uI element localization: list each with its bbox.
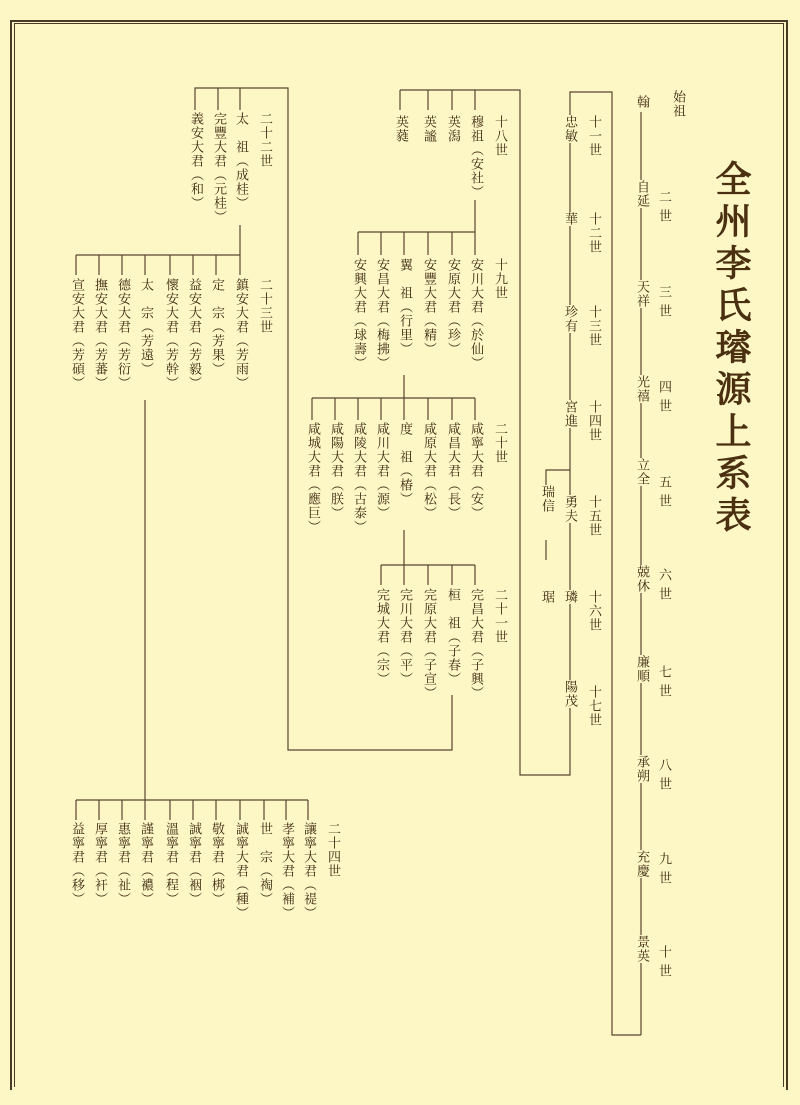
gen-16-label: 十六世 bbox=[586, 590, 601, 632]
gen-22-label: 二十二世 bbox=[257, 112, 272, 168]
gen-4-person: 光禧 bbox=[634, 375, 649, 403]
gen-14-person: 宮進 bbox=[562, 400, 577, 428]
gen-21-person-5: 完城大君（宗） bbox=[374, 588, 389, 686]
gen-22-person-3: 義安大君（和） bbox=[188, 112, 203, 210]
gen-20-person-4: 度 祖（椿） bbox=[397, 422, 412, 506]
gen-21-person-2: 桓 祖（子春） bbox=[445, 588, 460, 686]
gen-24-person-7: 溫寧君（程） bbox=[163, 822, 178, 906]
gen-23-person-1: 鎮安大君（芳雨） bbox=[233, 278, 248, 390]
gen-20-person-3: 咸原大君（松） bbox=[421, 422, 436, 520]
gen-21-person-4: 完川大君（平） bbox=[397, 588, 412, 686]
gen-21-label: 二十一世 bbox=[492, 588, 507, 644]
gen-24-person-3: 世 宗（祹） bbox=[257, 822, 272, 906]
gen-5-person: 立全 bbox=[634, 458, 649, 486]
gen-17-label: 十七世 bbox=[586, 685, 601, 727]
gen-23-person-6: 德安大君（芳衍） bbox=[115, 278, 130, 390]
gen-19-person-5: 安昌大君（梅拂） bbox=[374, 258, 389, 370]
gen-19-person-3: 安豐大君（精） bbox=[421, 258, 436, 356]
gen-19-person-2: 安原大君（珍） bbox=[445, 258, 460, 356]
gen-1-name: 始祖 bbox=[670, 90, 685, 118]
gen-5-label: 五世 bbox=[656, 475, 671, 513]
gen-3-person: 天祥 bbox=[634, 280, 649, 308]
gen-18-label: 十八世 bbox=[492, 115, 507, 157]
gen-10-person: 景英 bbox=[634, 935, 649, 963]
gen-7-label: 七世 bbox=[656, 665, 671, 703]
gen-21-person-3: 完原大君（子宣） bbox=[421, 588, 436, 700]
gen-23-person-2: 定 宗（芳果） bbox=[209, 278, 224, 376]
gen-2-person: 自延 bbox=[634, 180, 649, 208]
gen-23-person-4: 懷安大君（芳幹） bbox=[163, 278, 178, 390]
gen-21-person-1: 完昌大君（子興） bbox=[468, 588, 483, 700]
gen-12-label: 十二世 bbox=[586, 212, 601, 254]
gen-24-person-8: 謹寧君（襛） bbox=[138, 822, 153, 906]
gen-7-person: 廉順 bbox=[634, 655, 649, 683]
gen-24-person-5: 敬寧君（梆） bbox=[209, 822, 224, 906]
gen-16-person-a: 璘 bbox=[562, 590, 577, 604]
page-title: 全州李氏璿源上系表 bbox=[710, 160, 752, 538]
gen-24-person-1: 讓寧大君（禔） bbox=[301, 822, 316, 920]
gen-10-label: 十世 bbox=[656, 945, 671, 983]
gen-4-label: 四世 bbox=[656, 380, 671, 418]
gen-22-person-2: 完豐大君（元桂） bbox=[211, 112, 226, 224]
gen-23-label: 二十三世 bbox=[257, 278, 272, 334]
gen-20-person-2: 咸昌大君（長） bbox=[445, 422, 460, 520]
gen-24-label: 二十四世 bbox=[325, 822, 340, 878]
gen-13-label: 十三世 bbox=[586, 305, 601, 347]
gen-20-person-1: 咸寧大君（安） bbox=[468, 422, 483, 520]
gen-12-person: 華 bbox=[562, 212, 577, 226]
gen-20-person-7: 咸陽大君（朕） bbox=[328, 422, 343, 520]
gen-18-person-2: 英潟 bbox=[445, 115, 460, 143]
gen-18-person-4: 英蕤 bbox=[393, 115, 408, 143]
gen-24-person-9: 惠寧君（祉） bbox=[115, 822, 130, 906]
gen-23-person-8: 宣安大君（芳碩） bbox=[69, 278, 84, 390]
gen-24-person-4: 誠寧大君（種） bbox=[233, 822, 248, 920]
gen-20-person-6: 咸陵大君（古泰） bbox=[351, 422, 366, 534]
gen-16-person-b: 琚 bbox=[539, 590, 554, 604]
gen-3-label: 三世 bbox=[656, 285, 671, 323]
gen-18-person-3: 英謐 bbox=[421, 115, 436, 143]
gen-24-person-11: 益寧君（移） bbox=[69, 822, 84, 906]
gen-23-person-3: 益安大君（芳毅） bbox=[186, 278, 201, 390]
gen-20-person-5: 咸川大君（源） bbox=[374, 422, 389, 520]
gen-8-person: 承朔 bbox=[634, 755, 649, 783]
gen-6-label: 六世 bbox=[656, 568, 671, 606]
gen-11-label: 十一世 bbox=[586, 115, 601, 157]
gen-18-person-1: 穆祖（安社） bbox=[468, 115, 483, 199]
gen-2-label: 二世 bbox=[656, 190, 671, 228]
gen-23-person-5: 太 宗（芳遠） bbox=[138, 278, 153, 376]
gen-6-person: 兢休 bbox=[634, 565, 649, 593]
gen-19-person-6: 安興大君（球壽） bbox=[351, 258, 366, 370]
gen-15-person-b: 瑞信 bbox=[539, 485, 554, 513]
gen-24-person-2: 孝寧大君（補） bbox=[279, 822, 294, 920]
gen-20-person-8: 咸城大君（應巨） bbox=[305, 422, 320, 534]
gen-24-person-6: 誠寧君（裀） bbox=[186, 822, 201, 906]
gen-19-person-4: 翼 祖（行里） bbox=[397, 258, 412, 356]
gen-13-person: 珍有 bbox=[562, 305, 577, 333]
gen-19-person-1: 安川大君（於仙） bbox=[468, 258, 483, 370]
gen-17-person: 陽茂 bbox=[562, 680, 577, 708]
gen-1-person: 翰 bbox=[634, 95, 649, 109]
gen-20-label: 二十世 bbox=[492, 422, 507, 464]
gen-19-label: 十九世 bbox=[492, 258, 507, 300]
gen-23-person-7: 撫安大君（芳蕃） bbox=[92, 278, 107, 390]
gen-24-person-10: 厚寧君（衦） bbox=[92, 822, 107, 906]
gen-22-person-1: 太 祖（成桂） bbox=[233, 112, 248, 210]
gen-15-person-a: 勇夫 bbox=[562, 495, 577, 523]
gen-9-label: 九世 bbox=[656, 852, 671, 890]
gen-11-person: 忠敏 bbox=[562, 115, 577, 143]
gen-15-label: 十五世 bbox=[586, 495, 601, 537]
gen-8-label: 八世 bbox=[656, 758, 671, 796]
gen-9-person: 充慶 bbox=[634, 850, 649, 878]
gen-14-label: 十四世 bbox=[586, 400, 601, 442]
